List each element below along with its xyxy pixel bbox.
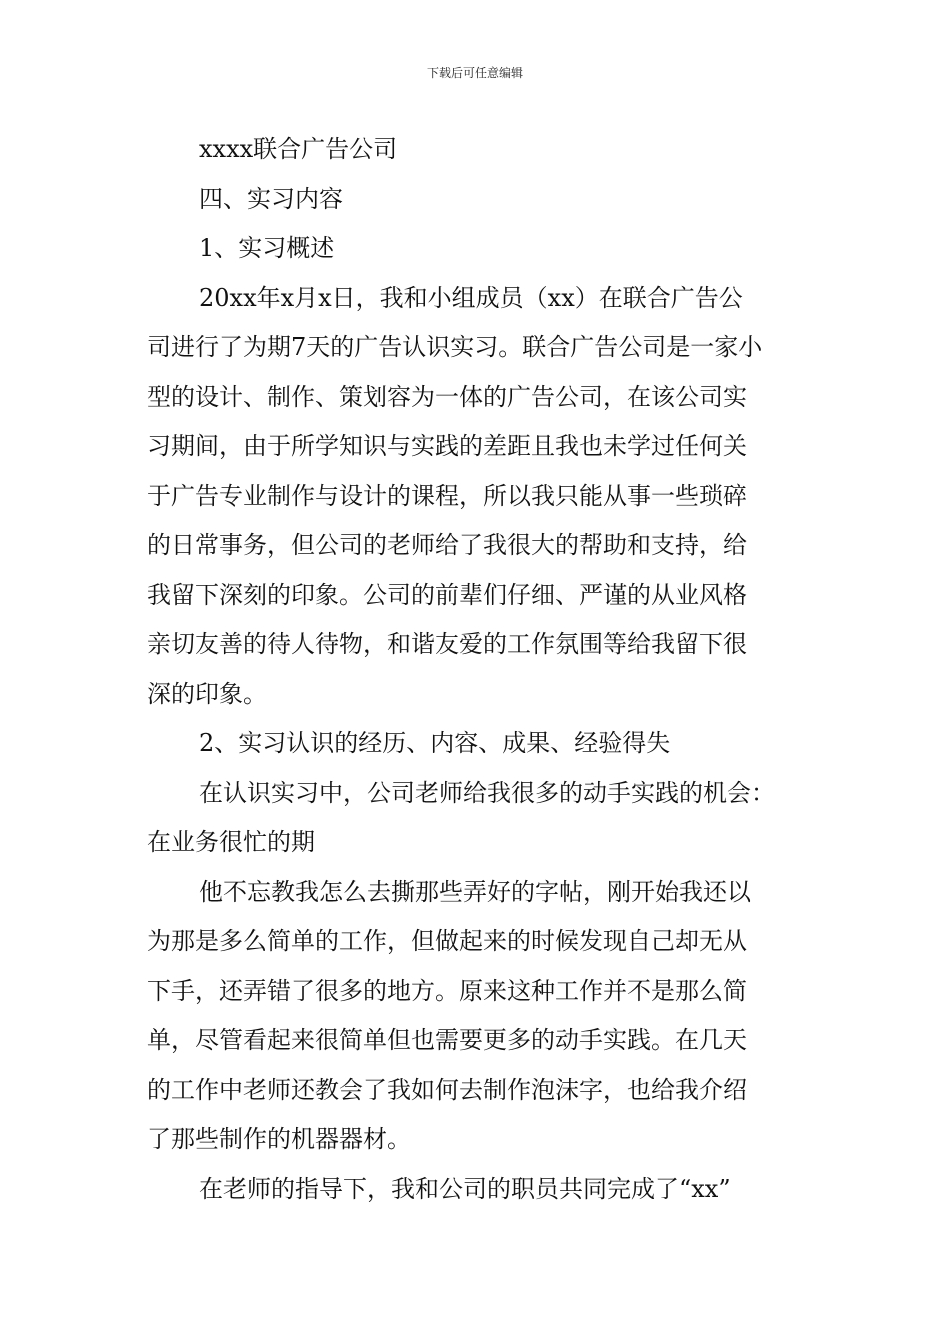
text-line: 型的设计、制作、策划容为一体的广告公司，在该公司实 (147, 382, 747, 411)
text-line: 司进行了为期7天的广告认识实习。联合广告公司是一家小 (147, 333, 763, 361)
text-line: 单，尽管看起来很简单但也需要更多的动手实践。在几天 (147, 1026, 747, 1054)
text-line: 1、实习概述 (199, 234, 335, 262)
text-line: 20xx年x月x日，我和小组成员（xx）在联合广告公 (199, 283, 743, 312)
page-header: 下载后可任意编辑 (426, 66, 523, 80)
text-line: 的日常事务，但公司的老师给了我很大的帮助和支持，给 (147, 531, 747, 559)
text-line: 了那些制作的机器器材。 (147, 1125, 411, 1153)
text-line: 他不忘教我怎么去撕那些弄好的字帖，刚开始我还以 (199, 877, 751, 906)
text-line: 的工作中老师还教会了我如何去制作泡沫字，也给我介绍 (147, 1075, 747, 1104)
text-line: 亲切友善的待人待物，和谐友爱的工作氛围等给我留下很 (147, 630, 747, 658)
text-line: 为那是多么简单的工作，但做起来的时候发现自己却无从 (147, 927, 747, 955)
text-line: 在老师的指导下，我和公司的职员共同完成了“xx” (199, 1174, 731, 1203)
text-line: 我留下深刻的印象。公司的前辈们仔细、严谨的从业风格 (147, 580, 747, 609)
document-body (147, 125, 817, 1214)
text-line: 于广告专业制作与设计的课程，所以我只能从事一些琐碎 (147, 481, 747, 510)
text-line: 深的印象。 (147, 679, 267, 708)
text-line: 2、实习认识的经历、内容、成果、经验得失 (199, 729, 671, 757)
text-line: 习期间，由于所学知识与实践的差距且我也未学过任何关 (147, 432, 747, 460)
text-line: 在认识实习中，公司老师给我很多的动手实践的机会： (199, 778, 775, 807)
text-line: xxxx联合广告公司 (199, 135, 398, 163)
text-line: 下手，还弄错了很多的地方。原来这种工作并不是那么简 (147, 976, 747, 1005)
text-line: 四、实习内容 (199, 184, 343, 213)
text-line: 在业务很忙的期 (147, 828, 315, 856)
